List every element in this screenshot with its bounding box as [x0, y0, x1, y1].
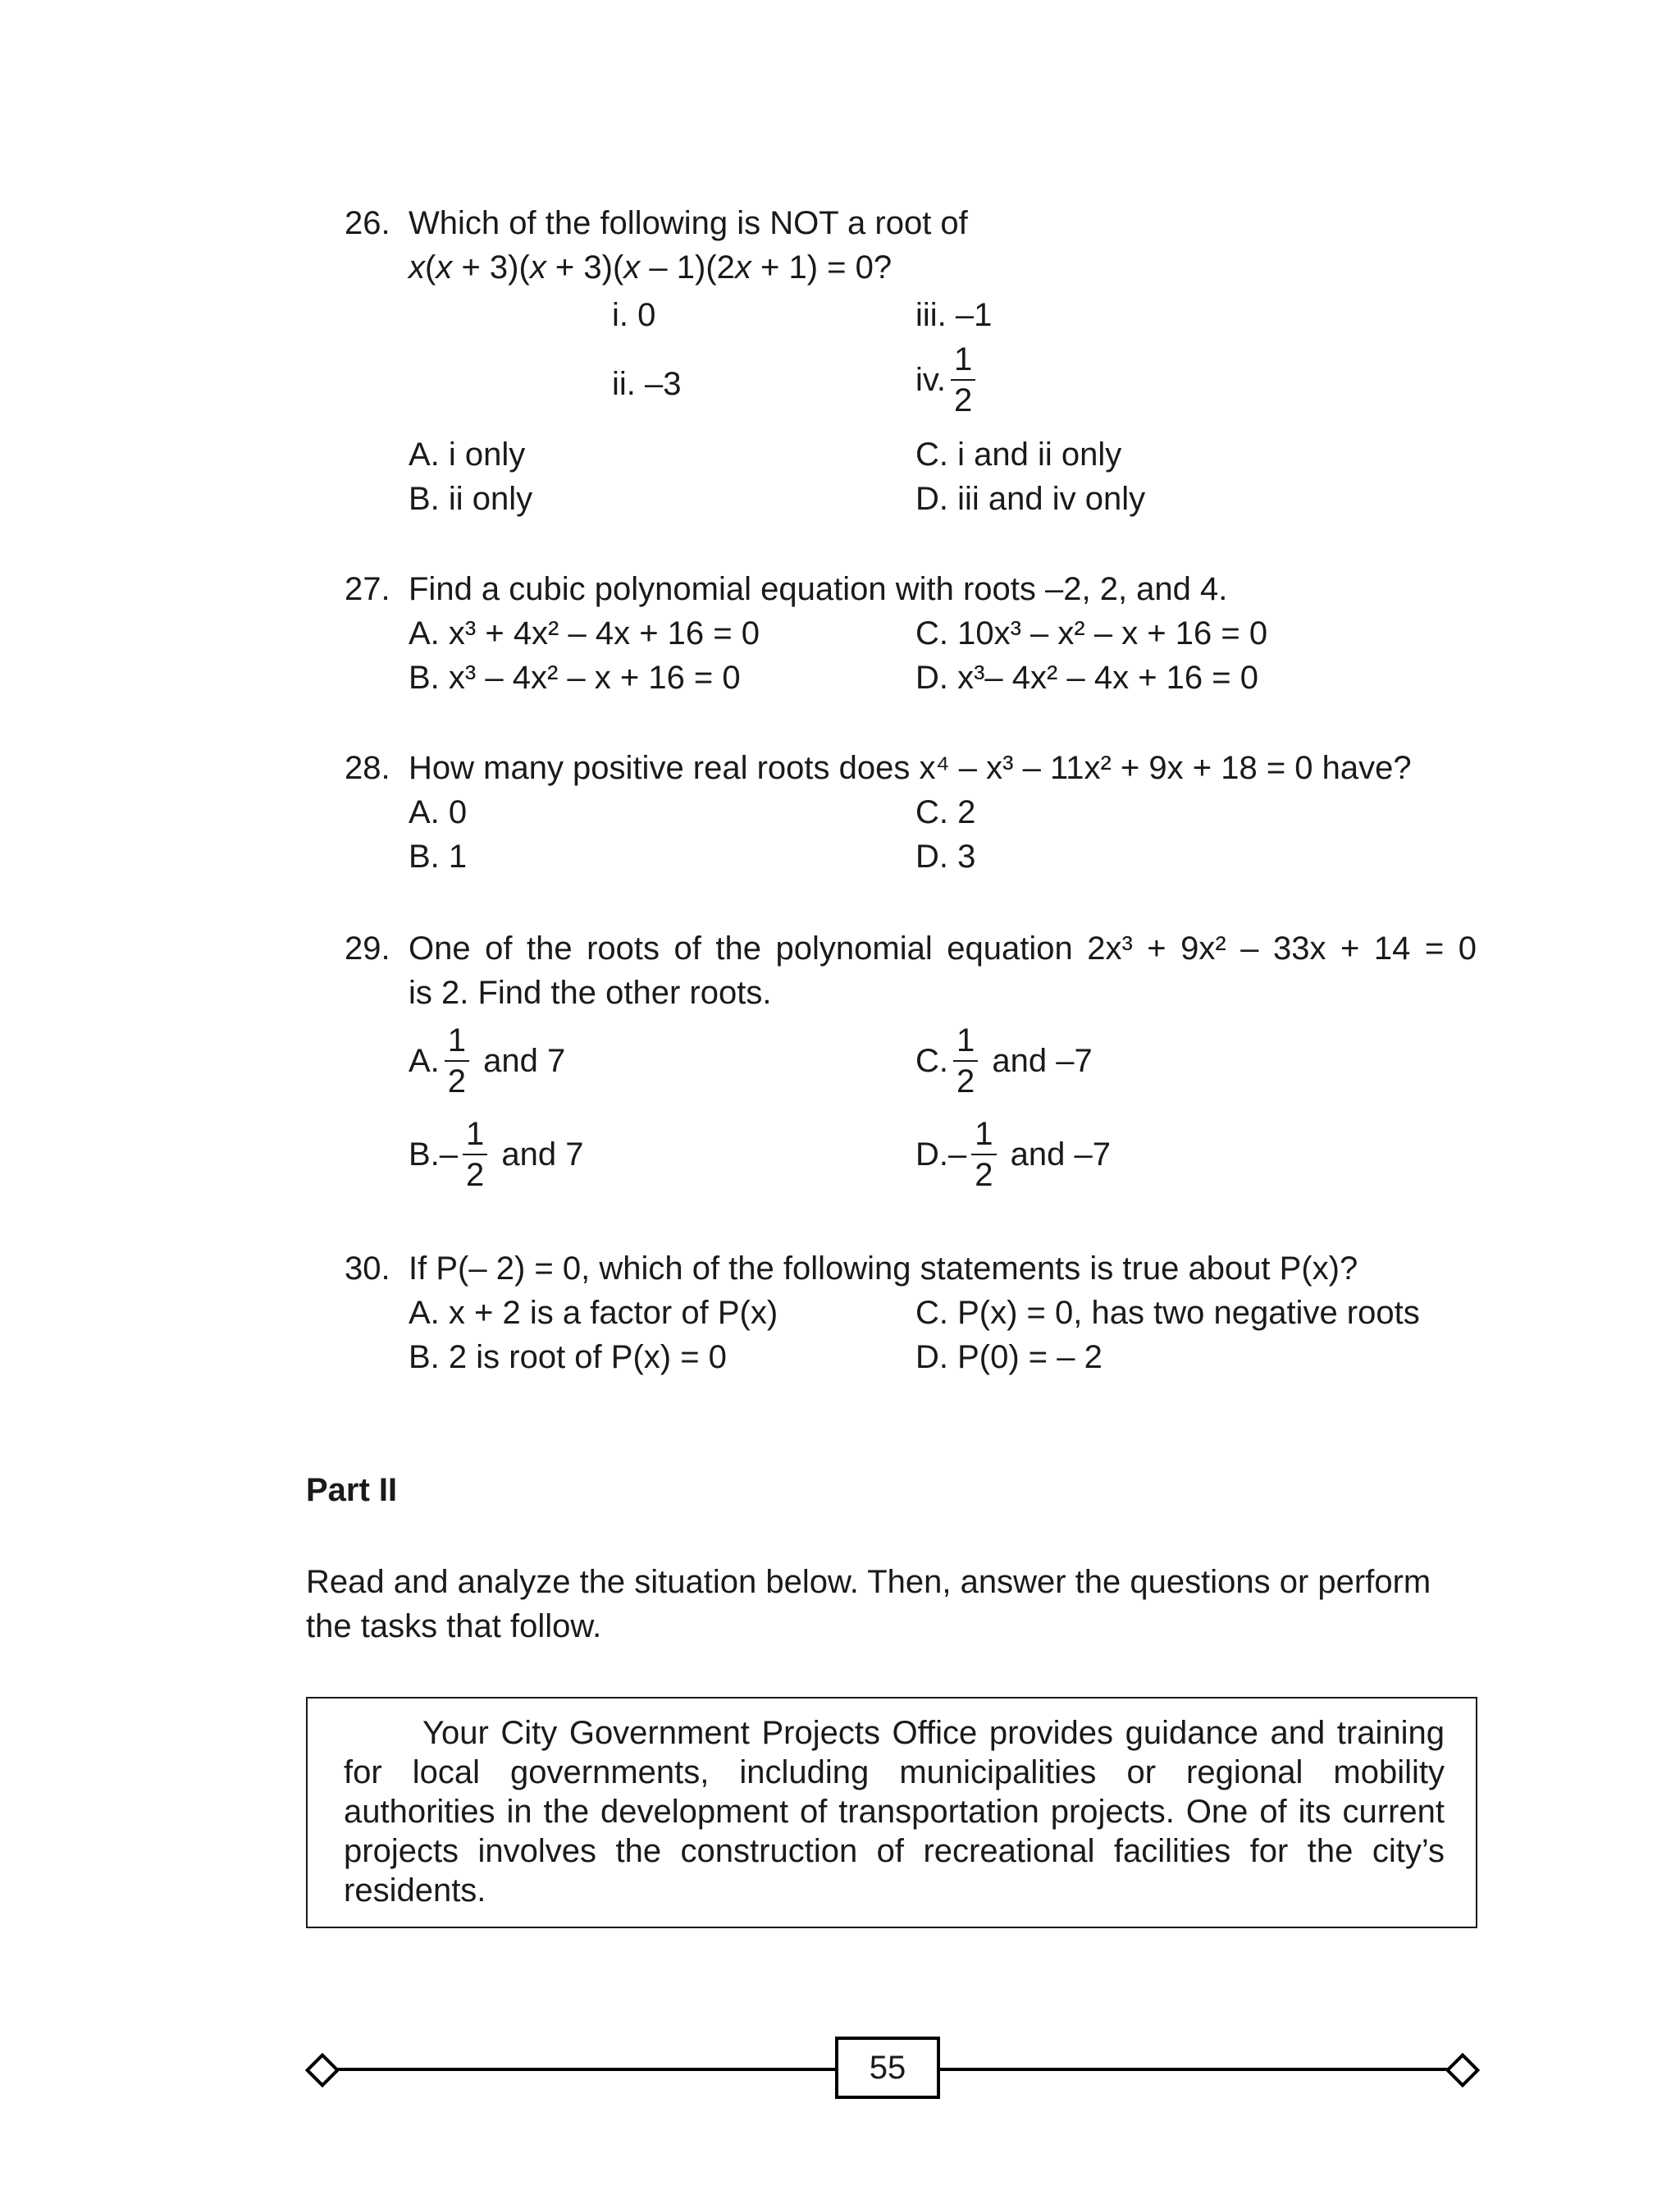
- question-number: 29.: [345, 930, 390, 967]
- choice-sign: –: [948, 1136, 967, 1173]
- choice-d: D. x³– 4x² – 4x + 16 = 0: [915, 660, 1258, 696]
- fraction-denominator: 2: [447, 1063, 467, 1100]
- section-heading: Part II: [306, 1472, 398, 1508]
- fraction-numerator: 1: [954, 341, 973, 377]
- question-text: How many positive real roots does x⁴ – x³ – 11x² + 9x + 18 = 0 have?: [409, 750, 1412, 786]
- fraction-denominator: 2: [466, 1157, 485, 1193]
- fraction: [971, 1118, 996, 1191]
- choice-d: [915, 1118, 1111, 1191]
- fraction-denominator: 2: [954, 382, 973, 418]
- question-text-continued: is 2. Find the other roots.: [409, 975, 772, 1011]
- fraction: [463, 1118, 487, 1191]
- choice-rest: and 7: [501, 1136, 584, 1173]
- fraction: [951, 343, 975, 417]
- choice-sign: –: [439, 1136, 459, 1173]
- roman-item-iv: [915, 343, 980, 417]
- choice-label: C.: [915, 1043, 948, 1079]
- choice-d: D. 3: [915, 839, 976, 875]
- choice-label: A.: [409, 1043, 440, 1079]
- footer-rule-left: [322, 2068, 835, 2071]
- choice-b: B. ii only: [409, 481, 533, 517]
- choice-label: B.: [409, 1136, 440, 1173]
- fraction-numerator: 1: [466, 1116, 485, 1152]
- choice-a: A. x³ + 4x² – 4x + 16 = 0: [409, 615, 760, 652]
- diamond-ornament-left: [305, 2053, 340, 2087]
- choice-b: B. x³ – 4x² – x + 16 = 0: [409, 660, 741, 696]
- fraction-denominator: 2: [956, 1063, 975, 1100]
- question-equation: x(x + 3)(x + 3)(x – 1)(2x + 1) = 0?: [409, 249, 892, 286]
- fraction-denominator: 2: [975, 1157, 993, 1193]
- roman-item-i: i. 0: [612, 297, 656, 333]
- choice-rest: and –7: [1010, 1136, 1111, 1173]
- situation-text: Your City Government Projects Office provides guidance and training for local governments, including municipalities or regional mobility authorities in the development of transportation projects. One of its current projects involves the construction of recreational facilities for the city’s residents.: [344, 1715, 1445, 1909]
- question-number: 27.: [345, 571, 390, 607]
- roman-item-ii: ii. –3: [612, 366, 682, 402]
- roman-item-iii: iii. –1: [915, 297, 993, 333]
- question-text: Which of the following is NOT a root of: [409, 205, 968, 241]
- question-text: If P(– 2) = 0, which of the following statements is true about P(x)?: [409, 1250, 1358, 1287]
- choice-c: C. 2: [915, 794, 976, 830]
- choice-d: D. iii and iv only: [915, 481, 1146, 517]
- question-number: 26.: [345, 205, 390, 241]
- choice-a: [409, 1024, 565, 1098]
- choice-b: [409, 1118, 584, 1191]
- footer-rule-right: [940, 2068, 1454, 2071]
- choice-c: C. 10x³ – x² – x + 16 = 0: [915, 615, 1268, 652]
- page-number: 55: [835, 2037, 940, 2099]
- choice-b: B. 2 is root of P(x) = 0: [409, 1339, 727, 1375]
- question-text: One of the roots of the polynomial equation 2x³ + 9x² – 33x + 14 = 0: [409, 930, 1477, 967]
- choice-label: D.: [915, 1136, 948, 1173]
- question-number: 28.: [345, 750, 390, 786]
- fraction-numerator: 1: [956, 1022, 975, 1058]
- choice-a: A. x + 2 is a factor of P(x): [409, 1295, 778, 1331]
- choice-c: C. i and ii only: [915, 437, 1122, 473]
- fraction-numerator: 1: [975, 1116, 993, 1152]
- instructions-line-2: the tasks that follow.: [306, 1608, 602, 1644]
- fraction: [953, 1024, 978, 1098]
- choice-rest: and 7: [483, 1043, 566, 1079]
- choice-d: D. P(0) = – 2: [915, 1339, 1102, 1375]
- choice-a: A. 0: [409, 794, 468, 830]
- situation-box: [306, 1697, 1477, 1928]
- item-label: iv.: [915, 362, 947, 398]
- diamond-ornament-right: [1445, 2053, 1480, 2087]
- fraction-numerator: 1: [447, 1022, 467, 1058]
- question-text: Find a cubic polynomial equation with roots –2, 2, and 4.: [409, 571, 1228, 607]
- question-number: 30.: [345, 1250, 390, 1287]
- instructions-line-1: Read and analyze the situation below. Then, answer the questions or perform: [306, 1564, 1431, 1600]
- choice-a: A. i only: [409, 437, 526, 473]
- choice-c: C. P(x) = 0, has two negative roots: [915, 1295, 1420, 1331]
- choice-c: [915, 1024, 1093, 1098]
- fraction: [445, 1024, 469, 1098]
- choice-rest: and –7: [992, 1043, 1093, 1079]
- choice-b: B. 1: [409, 839, 468, 875]
